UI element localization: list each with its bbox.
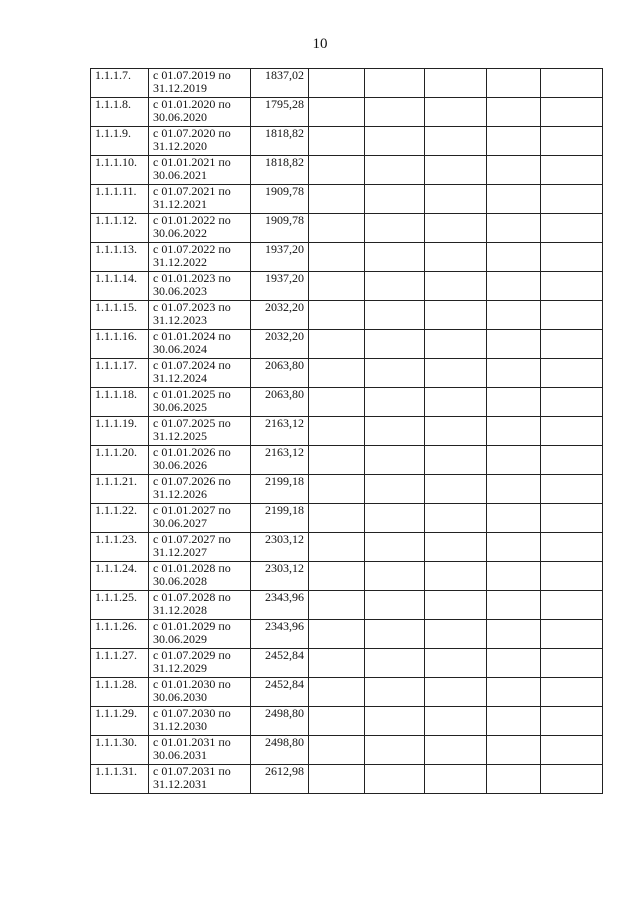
- tariff-value: 2343,96: [251, 591, 309, 620]
- table-row: [91, 678, 603, 707]
- empty-cell: [541, 98, 603, 127]
- period-from: с 01.01.2026 по: [153, 445, 231, 459]
- period-cell: [149, 591, 251, 620]
- table-row: [91, 475, 603, 504]
- empty-cell: [365, 98, 425, 127]
- empty-cell: [487, 272, 541, 301]
- tariff-value: 1909,78: [251, 185, 309, 214]
- tariff-value: 1837,02: [251, 69, 309, 98]
- row-number: 1.1.1.9.: [91, 127, 149, 156]
- period-cell: [149, 98, 251, 127]
- period-cell: [149, 301, 251, 330]
- empty-cell: [425, 649, 487, 678]
- period-to: 30.06.2028: [153, 574, 207, 588]
- empty-cell: [541, 301, 603, 330]
- period-to: 31.12.2028: [153, 603, 207, 617]
- tariff-value: 2303,12: [251, 562, 309, 591]
- empty-cell: [487, 591, 541, 620]
- empty-cell: [541, 446, 603, 475]
- period-cell: [149, 243, 251, 272]
- empty-cell: [365, 765, 425, 794]
- empty-cell: [309, 330, 365, 359]
- empty-cell: [309, 504, 365, 533]
- table-row: [91, 736, 603, 765]
- empty-cell: [541, 127, 603, 156]
- empty-cell: [309, 707, 365, 736]
- period-cell: [149, 707, 251, 736]
- period-cell: [149, 446, 251, 475]
- table-row: [91, 359, 603, 388]
- table-row: [91, 127, 603, 156]
- empty-cell: [365, 446, 425, 475]
- table-row: [91, 98, 603, 127]
- empty-cell: [309, 678, 365, 707]
- period-to: 31.12.2031: [153, 777, 207, 791]
- empty-cell: [309, 765, 365, 794]
- period-to: 31.12.2021: [153, 197, 207, 211]
- period-to: 31.12.2024: [153, 371, 207, 385]
- row-number: 1.1.1.8.: [91, 98, 149, 127]
- empty-cell: [365, 272, 425, 301]
- period-cell: [149, 156, 251, 185]
- empty-cell: [487, 185, 541, 214]
- row-number: 1.1.1.15.: [91, 301, 149, 330]
- period-from: с 01.07.2021 по: [153, 184, 231, 198]
- period-to: 30.06.2029: [153, 632, 207, 646]
- empty-cell: [425, 707, 487, 736]
- table-row: [91, 388, 603, 417]
- empty-cell: [309, 620, 365, 649]
- empty-cell: [309, 214, 365, 243]
- period-from: с 01.07.2020 по: [153, 126, 231, 140]
- empty-cell: [365, 127, 425, 156]
- empty-cell: [365, 707, 425, 736]
- empty-cell: [309, 272, 365, 301]
- empty-cell: [425, 156, 487, 185]
- empty-cell: [309, 417, 365, 446]
- period-to: 30.06.2024: [153, 342, 207, 356]
- table-row: [91, 185, 603, 214]
- empty-cell: [365, 330, 425, 359]
- tariff-value: 1909,78: [251, 214, 309, 243]
- table-row: [91, 330, 603, 359]
- period-from: с 01.07.2026 по: [153, 474, 231, 488]
- period-from: с 01.01.2021 по: [153, 155, 231, 169]
- empty-cell: [365, 562, 425, 591]
- empty-cell: [541, 533, 603, 562]
- empty-cell: [309, 156, 365, 185]
- period-cell: [149, 272, 251, 301]
- empty-cell: [541, 156, 603, 185]
- empty-cell: [425, 475, 487, 504]
- empty-cell: [541, 504, 603, 533]
- empty-cell: [309, 475, 365, 504]
- period-from: с 01.01.2029 по: [153, 619, 231, 633]
- tariff-value: 1818,82: [251, 127, 309, 156]
- tariff-value: 2063,80: [251, 359, 309, 388]
- period-cell: [149, 475, 251, 504]
- period-from: с 01.07.2023 по: [153, 300, 231, 314]
- empty-cell: [425, 127, 487, 156]
- period-from: с 01.07.2031 по: [153, 764, 231, 778]
- empty-cell: [365, 678, 425, 707]
- tariff-value: 2032,20: [251, 301, 309, 330]
- period-cell: [149, 504, 251, 533]
- empty-cell: [487, 359, 541, 388]
- period-cell: [149, 69, 251, 98]
- period-from: с 01.01.2027 по: [153, 503, 231, 517]
- period-cell: [149, 562, 251, 591]
- period-cell: [149, 359, 251, 388]
- empty-cell: [309, 98, 365, 127]
- empty-cell: [425, 562, 487, 591]
- table-row: [91, 417, 603, 446]
- empty-cell: [425, 98, 487, 127]
- period-to: 30.06.2020: [153, 110, 207, 124]
- row-number: 1.1.1.27.: [91, 649, 149, 678]
- empty-cell: [487, 707, 541, 736]
- empty-cell: [365, 156, 425, 185]
- empty-cell: [541, 417, 603, 446]
- empty-cell: [309, 69, 365, 98]
- empty-cell: [541, 69, 603, 98]
- table-row: [91, 620, 603, 649]
- period-to: 30.06.2025: [153, 400, 207, 414]
- empty-cell: [365, 214, 425, 243]
- period-from: с 01.07.2025 по: [153, 416, 231, 430]
- row-number: 1.1.1.24.: [91, 562, 149, 591]
- row-number: 1.1.1.22.: [91, 504, 149, 533]
- empty-cell: [487, 214, 541, 243]
- page-number: 10: [312, 36, 328, 52]
- period-from: с 01.07.2030 по: [153, 706, 231, 720]
- period-from: с 01.07.2019 по: [153, 68, 231, 82]
- period-from: с 01.01.2030 по: [153, 677, 231, 691]
- empty-cell: [425, 214, 487, 243]
- tariff-value: 2452,84: [251, 678, 309, 707]
- tariff-value: 2452,84: [251, 649, 309, 678]
- period-to: 31.12.2022: [153, 255, 207, 269]
- table-row: [91, 504, 603, 533]
- period-cell: [149, 214, 251, 243]
- period-from: с 01.07.2022 по: [153, 242, 231, 256]
- empty-cell: [309, 591, 365, 620]
- empty-cell: [541, 562, 603, 591]
- empty-cell: [425, 678, 487, 707]
- empty-cell: [487, 243, 541, 272]
- table-body: [91, 69, 603, 794]
- tariff-value: 2032,20: [251, 330, 309, 359]
- period-cell: [149, 620, 251, 649]
- tariff-value: 2343,96: [251, 620, 309, 649]
- table-row: [91, 533, 603, 562]
- empty-cell: [309, 533, 365, 562]
- empty-cell: [487, 620, 541, 649]
- tariff-table: [90, 68, 603, 794]
- table-row: [91, 446, 603, 475]
- period-from: с 01.01.2025 по: [153, 387, 231, 401]
- empty-cell: [541, 214, 603, 243]
- empty-cell: [365, 359, 425, 388]
- empty-cell: [541, 649, 603, 678]
- empty-cell: [487, 446, 541, 475]
- tariff-value: 2612,98: [251, 765, 309, 794]
- empty-cell: [309, 388, 365, 417]
- empty-cell: [365, 533, 425, 562]
- period-from: с 01.07.2024 по: [153, 358, 231, 372]
- period-from: с 01.01.2020 по: [153, 97, 231, 111]
- period-from: с 01.01.2024 по: [153, 329, 231, 343]
- empty-cell: [425, 359, 487, 388]
- tariff-value: 2498,80: [251, 707, 309, 736]
- empty-cell: [425, 533, 487, 562]
- row-number: 1.1.1.13.: [91, 243, 149, 272]
- period-from: с 01.01.2028 по: [153, 561, 231, 575]
- period-to: 31.12.2025: [153, 429, 207, 443]
- empty-cell: [365, 388, 425, 417]
- row-number: 1.1.1.23.: [91, 533, 149, 562]
- table-row: [91, 301, 603, 330]
- empty-cell: [309, 562, 365, 591]
- empty-cell: [365, 620, 425, 649]
- empty-cell: [487, 475, 541, 504]
- empty-cell: [487, 156, 541, 185]
- empty-cell: [541, 678, 603, 707]
- empty-cell: [365, 736, 425, 765]
- period-cell: [149, 185, 251, 214]
- period-to: 30.06.2027: [153, 516, 207, 530]
- empty-cell: [425, 330, 487, 359]
- empty-cell: [309, 185, 365, 214]
- period-to: 31.12.2030: [153, 719, 207, 733]
- empty-cell: [309, 243, 365, 272]
- tariff-value: 2163,12: [251, 446, 309, 475]
- empty-cell: [309, 649, 365, 678]
- empty-cell: [425, 736, 487, 765]
- period-from: с 01.07.2028 по: [153, 590, 231, 604]
- empty-cell: [541, 707, 603, 736]
- table-row: [91, 649, 603, 678]
- empty-cell: [309, 301, 365, 330]
- tariff-value: 2199,18: [251, 504, 309, 533]
- tariff-value: 1937,20: [251, 243, 309, 272]
- table-row: [91, 765, 603, 794]
- period-to: 30.06.2021: [153, 168, 207, 182]
- period-cell: [149, 533, 251, 562]
- row-number: 1.1.1.17.: [91, 359, 149, 388]
- empty-cell: [425, 301, 487, 330]
- period-cell: [149, 678, 251, 707]
- empty-cell: [541, 272, 603, 301]
- period-to: 30.06.2023: [153, 284, 207, 298]
- row-number: 1.1.1.29.: [91, 707, 149, 736]
- period-cell: [149, 736, 251, 765]
- empty-cell: [309, 127, 365, 156]
- tariff-value: 2303,12: [251, 533, 309, 562]
- empty-cell: [487, 388, 541, 417]
- tariff-value: 1795,28: [251, 98, 309, 127]
- table-row: [91, 156, 603, 185]
- row-number: 1.1.1.16.: [91, 330, 149, 359]
- empty-cell: [365, 69, 425, 98]
- period-to: 31.12.2023: [153, 313, 207, 327]
- row-number: 1.1.1.19.: [91, 417, 149, 446]
- table-row: [91, 69, 603, 98]
- row-number: 1.1.1.12.: [91, 214, 149, 243]
- empty-cell: [487, 649, 541, 678]
- period-cell: [149, 649, 251, 678]
- empty-cell: [487, 765, 541, 794]
- empty-cell: [541, 591, 603, 620]
- period-cell: [149, 330, 251, 359]
- empty-cell: [487, 736, 541, 765]
- empty-cell: [425, 185, 487, 214]
- empty-cell: [487, 504, 541, 533]
- period-cell: [149, 127, 251, 156]
- empty-cell: [541, 359, 603, 388]
- empty-cell: [541, 185, 603, 214]
- tariff-value: 2063,80: [251, 388, 309, 417]
- period-to: 31.12.2029: [153, 661, 207, 675]
- period-cell: [149, 765, 251, 794]
- empty-cell: [365, 417, 425, 446]
- empty-cell: [365, 185, 425, 214]
- empty-cell: [425, 69, 487, 98]
- empty-cell: [541, 736, 603, 765]
- empty-cell: [541, 243, 603, 272]
- tariff-value: 2163,12: [251, 417, 309, 446]
- row-number: 1.1.1.31.: [91, 765, 149, 794]
- period-to: 30.06.2031: [153, 748, 207, 762]
- row-number: 1.1.1.10.: [91, 156, 149, 185]
- empty-cell: [309, 359, 365, 388]
- period-cell: [149, 417, 251, 446]
- empty-cell: [541, 620, 603, 649]
- row-number: 1.1.1.18.: [91, 388, 149, 417]
- empty-cell: [487, 301, 541, 330]
- empty-cell: [541, 765, 603, 794]
- table-row: [91, 243, 603, 272]
- empty-cell: [487, 678, 541, 707]
- empty-cell: [425, 417, 487, 446]
- table-row: [91, 272, 603, 301]
- period-to: 30.06.2022: [153, 226, 207, 240]
- row-number: 1.1.1.21.: [91, 475, 149, 504]
- empty-cell: [425, 272, 487, 301]
- empty-cell: [487, 98, 541, 127]
- tariff-value: 2498,80: [251, 736, 309, 765]
- empty-cell: [309, 736, 365, 765]
- empty-cell: [487, 417, 541, 446]
- table-row: [91, 562, 603, 591]
- period-from: с 01.01.2023 по: [153, 271, 231, 285]
- empty-cell: [425, 243, 487, 272]
- empty-cell: [487, 127, 541, 156]
- table-row: [91, 214, 603, 243]
- empty-cell: [541, 388, 603, 417]
- row-number: 1.1.1.20.: [91, 446, 149, 475]
- period-cell: [149, 388, 251, 417]
- empty-cell: [425, 388, 487, 417]
- empty-cell: [487, 330, 541, 359]
- empty-cell: [425, 446, 487, 475]
- empty-cell: [365, 243, 425, 272]
- tariff-value: 2199,18: [251, 475, 309, 504]
- row-number: 1.1.1.14.: [91, 272, 149, 301]
- empty-cell: [487, 533, 541, 562]
- empty-cell: [365, 301, 425, 330]
- period-to: 30.06.2030: [153, 690, 207, 704]
- period-to: 31.12.2019: [153, 81, 207, 95]
- row-number: 1.1.1.26.: [91, 620, 149, 649]
- period-to: 31.12.2020: [153, 139, 207, 153]
- period-to: 31.12.2027: [153, 545, 207, 559]
- empty-cell: [365, 649, 425, 678]
- empty-cell: [487, 562, 541, 591]
- period-from: с 01.07.2029 по: [153, 648, 231, 662]
- row-number: 1.1.1.11.: [91, 185, 149, 214]
- tariff-value: 1937,20: [251, 272, 309, 301]
- empty-cell: [425, 765, 487, 794]
- empty-cell: [309, 446, 365, 475]
- row-number: 1.1.1.7.: [91, 69, 149, 98]
- empty-cell: [425, 620, 487, 649]
- empty-cell: [425, 504, 487, 533]
- period-from: с 01.07.2027 по: [153, 532, 231, 546]
- row-number: 1.1.1.30.: [91, 736, 149, 765]
- period-to: 31.12.2026: [153, 487, 207, 501]
- period-from: с 01.01.2031 по: [153, 735, 231, 749]
- empty-cell: [365, 504, 425, 533]
- row-number: 1.1.1.25.: [91, 591, 149, 620]
- tariff-value: 1818,82: [251, 156, 309, 185]
- empty-cell: [487, 69, 541, 98]
- row-number: 1.1.1.28.: [91, 678, 149, 707]
- period-to: 30.06.2026: [153, 458, 207, 472]
- empty-cell: [541, 330, 603, 359]
- empty-cell: [425, 591, 487, 620]
- table-row: [91, 707, 603, 736]
- period-from: с 01.01.2022 по: [153, 213, 231, 227]
- table-row: [91, 591, 603, 620]
- empty-cell: [365, 475, 425, 504]
- empty-cell: [541, 475, 603, 504]
- empty-cell: [365, 591, 425, 620]
